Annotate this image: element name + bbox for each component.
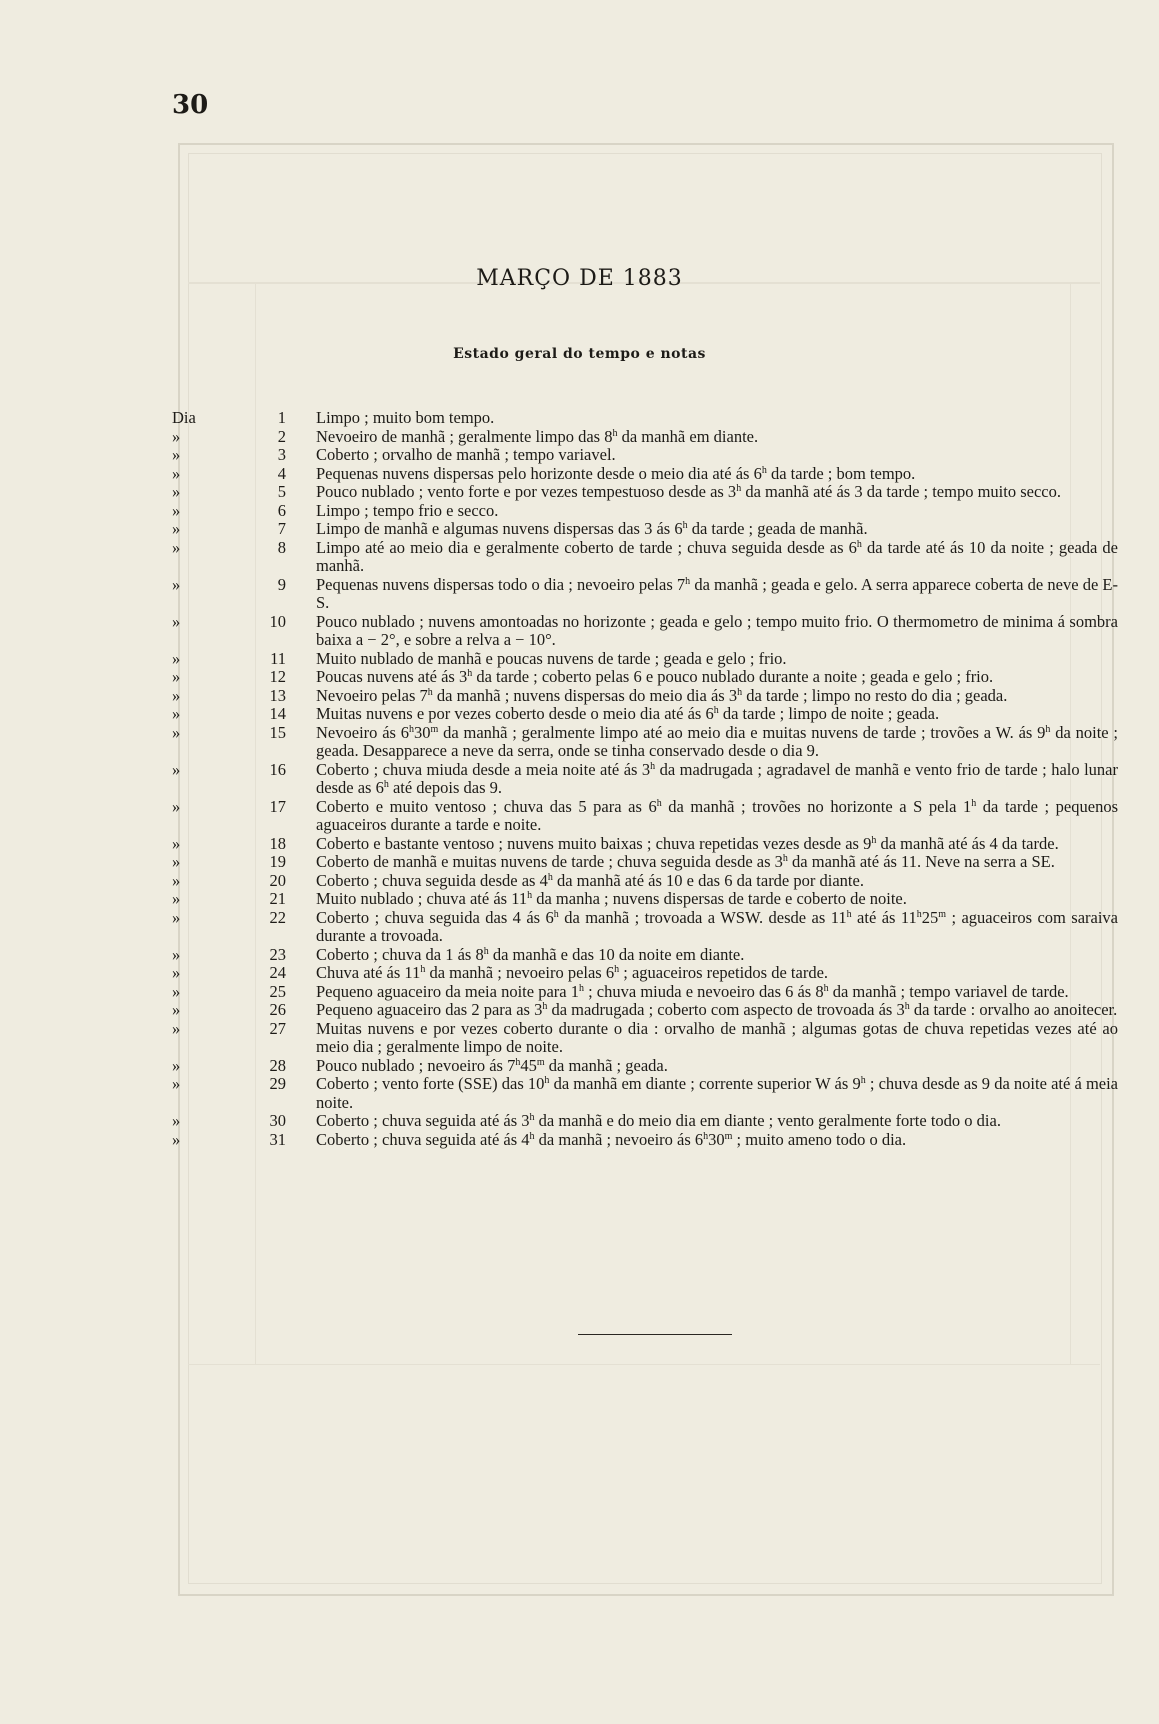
day-entry: [172, 705, 1122, 724]
day-number: 7: [277, 519, 286, 538]
end-rule: [578, 1334, 732, 1335]
day-entry: [172, 835, 1122, 854]
day-number: 20: [269, 870, 286, 890]
ditto-mark: »: [172, 574, 181, 594]
day-note: Muitas nuvens e por vezes coberto durante o dia : orvalho de manhã ; algumas gotas de chuva repetidas vezes até ao meio dia ; geralmente limpo de noite.: [316, 1018, 1118, 1056]
day-entry: [172, 687, 1122, 706]
day-number: 4: [277, 463, 286, 483]
day-note: Nevoeiro ás 6$^h$30$^m$ da manhã ; geralmente limpo até ao meio dia e muitas nuvens de tarde ; trovões a W. ás 9$^h$ da noite ; geada. Desapparece a neve da serra, onde se tinha conservado desde o dia 9.: [316, 722, 1118, 760]
ditto-mark: »: [172, 426, 181, 446]
day-note: Poucas nuvens até ás 3$^h$ da tarde ; coberto pelas 6 e pouco nublado durante a noite ; geada e gelo ; frio.: [316, 667, 994, 686]
ditto-mark: »: [172, 667, 181, 686]
day-entry: [172, 853, 1122, 872]
ditto-mark: »: [172, 611, 181, 631]
ditto-mark: »: [172, 537, 181, 557]
day-entry: [172, 890, 1122, 909]
ditto-mark: »: [172, 889, 181, 908]
day-entry: [172, 798, 1122, 835]
ditto-mark: »: [172, 944, 181, 964]
day-entry: [172, 446, 1122, 465]
day-note: Pequeno aguaceiro da meia noite para 1$^h$ ; chuva miuda e nevoeiro das 6 ás 8$^h$ da manhã ; tempo variavel de tarde.: [316, 981, 1069, 1001]
day-number: 21: [269, 889, 286, 908]
day-number: 17: [269, 796, 286, 816]
day-entry: [172, 1057, 1122, 1076]
day-entry: [172, 428, 1122, 447]
day-note: Muitas nuvens e por vezes coberto desde o meio dia até ás 6$^h$ da tarde ; limpo de noite ; geada.: [316, 704, 940, 723]
day-entry: [172, 872, 1122, 891]
ditto-mark: »: [172, 907, 181, 927]
ditto-mark: »: [172, 704, 181, 723]
day-number: 27: [269, 1018, 286, 1038]
day-number: 11: [270, 648, 286, 668]
ditto-mark: »: [172, 500, 181, 520]
day-entry: [172, 1001, 1122, 1020]
ditto-mark: »: [172, 796, 181, 816]
day-entry: [172, 576, 1122, 613]
day-number: 31: [269, 1129, 286, 1149]
ditto-mark: »: [172, 1074, 181, 1093]
day-note: Coberto de manhã e muitas nuvens de tarde ; chuva seguida desde as 3$^h$ da manhã até ás 11. Neve na serra a SE.: [316, 852, 1055, 871]
day-entry: [172, 483, 1122, 502]
day-note: Pequenas nuvens dispersas pelo horizonte desde o meio dia até ás 6$^h$ da tarde ; bom tempo.: [316, 463, 916, 483]
page-number: 30: [172, 90, 209, 120]
bleed-through-line: [188, 1364, 1100, 1365]
day-note: Coberto ; chuva miuda desde a meia noite até ás 3$^h$ da madrugada ; agradavel de manhã e vento frio de tarde ; halo lunar desde as 6$^h$ até depois das 9.: [316, 759, 1118, 797]
day-entry: [172, 724, 1122, 761]
day-entry: [172, 613, 1122, 650]
day-number: 12: [269, 667, 286, 686]
day-entry: [172, 1131, 1122, 1150]
day-note: Coberto ; chuva seguida até ás 4$^h$ da manhã ; nevoeiro ás 6$^h$30$^m$ ; muito ameno todo o dia.: [316, 1129, 907, 1149]
ditto-mark: »: [172, 981, 181, 1001]
day-note: Coberto ; orvalho de manhã ; tempo variavel.: [316, 445, 616, 464]
day-note: Coberto ; chuva da 1 ás 8$^h$ da manhã e das 10 da noite em diante.: [316, 944, 745, 964]
day-entry: [172, 1075, 1122, 1112]
day-number: 5: [277, 482, 286, 501]
day-note: Pouco nublado ; nuvens amontoadas no horizonte ; geada e gelo ; tempo muito frio. O thermometro de minima á sombra baixa a − 2°, e sobre a relva a − 10°.: [316, 611, 1118, 649]
day-note: Coberto ; vento forte (SSE) das 10$^h$ da manhã em diante ; corrente superior W ás 9$^h$ ; chuva desde as 9 da noite até á meia noite.: [316, 1074, 1119, 1112]
day-number: 30: [269, 1111, 286, 1130]
row-label: Dia: [172, 408, 196, 427]
day-note: Coberto e bastante ventoso ; nuvens muito baixas ; chuva repetidas vezes desde as 9$^h$ da manhã até ás 4 da tarde.: [316, 833, 1059, 853]
day-note: Limpo até ao meio dia e geralmente coberto de tarde ; chuva seguida desde as 6$^h$ da tarde até ás 10 da noite ; geada de manhã.: [316, 537, 1119, 575]
day-note: Muito nublado ; chuva até ás 11$^h$ da manha ; nuvens dispersas de tarde e coberto de noite.: [316, 889, 907, 908]
day-entry: [172, 1112, 1122, 1131]
day-number: 8: [277, 537, 286, 557]
ditto-mark: »: [172, 648, 181, 668]
day-note: Coberto e muito ventoso ; chuva das 5 para as 6$^h$ da manhã ; trovões no horizonte a S pela 1$^h$ da tarde ; pequenos aguaceiros durante a tarde e noite.: [316, 796, 1118, 834]
ditto-mark: »: [172, 759, 181, 779]
day-entry: [172, 502, 1122, 521]
weather-notes-list: [172, 409, 1122, 1149]
day-number: 9: [277, 574, 286, 594]
day-number: 15: [269, 722, 286, 742]
day-entry: [172, 983, 1122, 1002]
day-note: Coberto ; chuva seguida das 4 ás 6$^h$ da manhã ; trovoada a WSW. desde as 11$^h$ até ás 11$^h$25$^m$ ; aguaceiros com saraiva durante a trovoada.: [316, 907, 1119, 945]
day-number: 18: [269, 833, 286, 853]
day-number: 13: [269, 685, 286, 705]
ditto-mark: »: [172, 833, 181, 853]
ditto-mark: »: [172, 482, 181, 501]
day-number: 26: [269, 1000, 286, 1019]
day-entry: [172, 761, 1122, 798]
ditto-mark: »: [172, 1129, 181, 1149]
day-entry: [172, 409, 1122, 428]
ditto-mark: »: [172, 852, 181, 871]
day-note: Muito nublado de manhã e poucas nuvens de tarde ; geada e gelo ; frio.: [316, 648, 787, 668]
ditto-mark: »: [172, 1018, 181, 1038]
day-entry: [172, 465, 1122, 484]
day-note: Pequenas nuvens dispersas todo o dia ; nevoeiro pelas 7$^h$ da manhã ; geada e gelo. A serra apparece coberta de neve de E-S.: [316, 574, 1118, 612]
day-number: 16: [269, 759, 286, 779]
day-note: Limpo ; muito bom tempo.: [316, 408, 495, 427]
day-note: Nevoeiro pelas 7$^h$ da manhã ; nuvens dispersas do meio dia ás 3$^h$ da tarde ; limpo no resto do dia ; geada.: [316, 685, 1008, 705]
page-title: MARÇO DE 1883: [476, 266, 683, 291]
day-number: 10: [269, 611, 286, 631]
ditto-mark: »: [172, 1055, 181, 1075]
day-note: Chuva até ás 11$^h$ da manhã ; nevoeiro pelas 6$^h$ ; aguaceiros repetidos de tarde.: [316, 963, 829, 982]
ditto-mark: »: [172, 445, 181, 464]
day-entry: [172, 964, 1122, 983]
day-note: Pouco nublado ; nevoeiro ás 7$^h$45$^m$ da manhã ; geada.: [316, 1055, 668, 1075]
day-number: 25: [269, 981, 286, 1001]
section-subtitle: Estado geral do tempo e notas: [453, 346, 706, 362]
day-entry: [172, 650, 1122, 669]
ditto-mark: »: [172, 722, 181, 742]
day-note: Pequeno aguaceiro das 2 para as 3$^h$ da madrugada ; coberto com aspecto de trovoada ás 3$^h$ da tarde : orvalho ao anoitecer.: [316, 1000, 1118, 1019]
day-entry: [172, 520, 1122, 539]
day-number: 22: [269, 907, 286, 927]
day-number: 24: [269, 963, 286, 982]
day-entry: [172, 1020, 1122, 1057]
day-number: 28: [269, 1055, 286, 1075]
day-note: Coberto ; chuva seguida desde as 4$^h$ da manhã até ás 10 e das 6 da tarde por diante.: [316, 870, 864, 890]
day-number: 23: [269, 944, 286, 964]
ditto-mark: »: [172, 870, 181, 890]
ditto-mark: »: [172, 1000, 181, 1019]
ditto-mark: »: [172, 685, 181, 705]
day-note: Coberto ; chuva seguida até ás 3$^h$ da manhã e do meio dia em diante ; vento geralmente forte todo o dia.: [316, 1111, 1001, 1130]
day-entry: [172, 668, 1122, 687]
day-note: Limpo de manhã e algumas nuvens dispersas das 3 ás 6$^h$ da tarde ; geada de manhã.: [316, 519, 868, 538]
ditto-mark: »: [172, 463, 181, 483]
day-number: 2: [277, 426, 286, 446]
ditto-mark: »: [172, 519, 181, 538]
day-entry: [172, 946, 1122, 965]
day-number: 29: [269, 1074, 286, 1093]
day-number: 19: [269, 852, 286, 871]
day-entry: [172, 909, 1122, 946]
day-number: 14: [269, 704, 286, 723]
day-number: 6: [277, 500, 286, 520]
day-note: Pouco nublado ; vento forte e por vezes tempestuoso desde as 3$^h$ da manhã até ás 3 da tarde ; tempo muito secco.: [316, 482, 1061, 501]
day-number: 1: [277, 408, 286, 427]
day-note: Nevoeiro de manhã ; geralmente limpo das 8$^h$ da manhã em diante.: [316, 426, 759, 446]
day-note: Limpo ; tempo frio e secco.: [316, 500, 499, 520]
day-entry: [172, 539, 1122, 576]
ditto-mark: »: [172, 1111, 181, 1130]
ditto-mark: »: [172, 963, 181, 982]
day-number: 3: [277, 445, 286, 464]
